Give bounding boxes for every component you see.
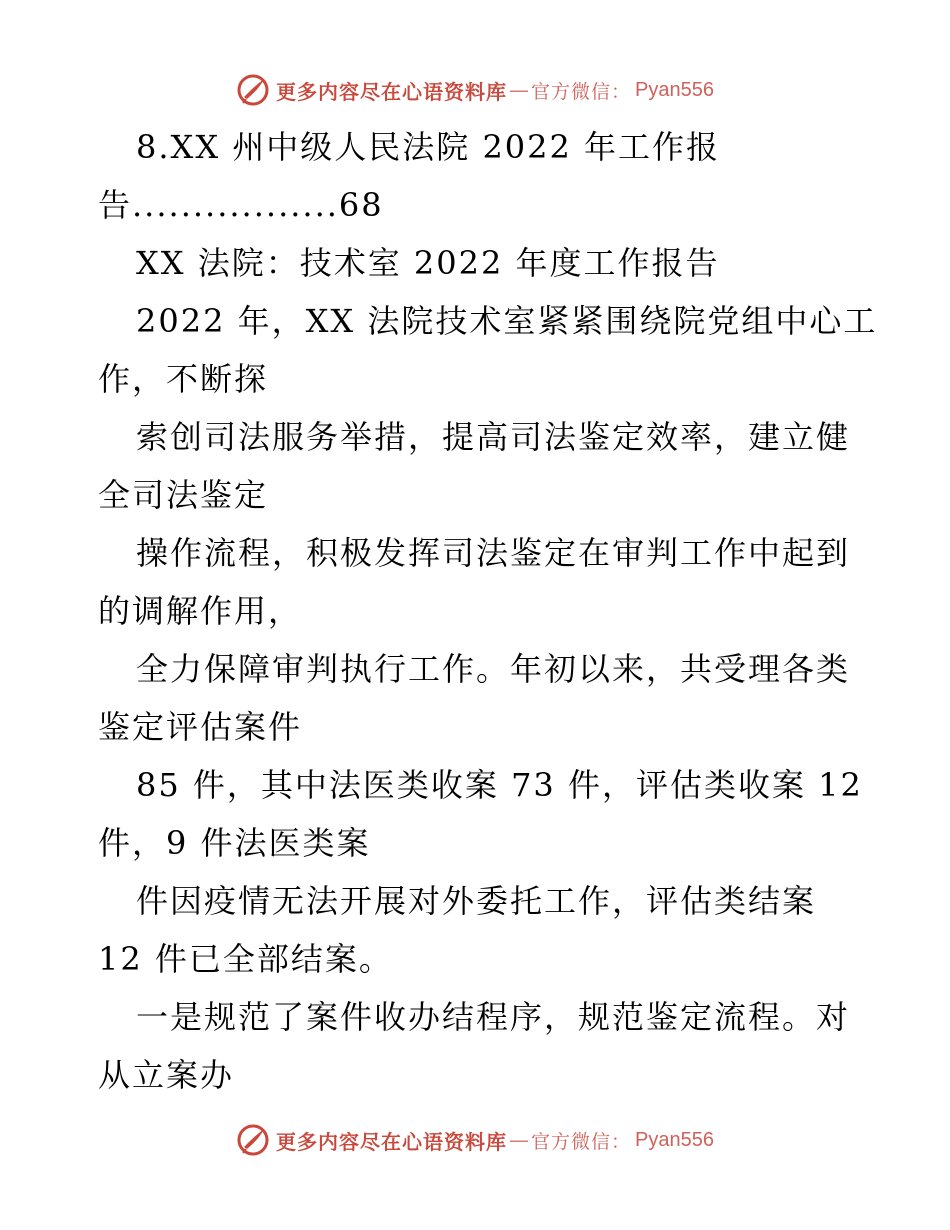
text-line: 鉴定评估案件 — [98, 708, 303, 746]
text-line: 作，不断探 — [98, 360, 269, 398]
text-line: 2022 年，XX 法院技术室紧紧围绕院党组中心工 — [136, 302, 878, 340]
quill-logo-icon — [236, 73, 270, 107]
text-line: 85 件，其中法医类收案 73 件，评估类收案 12 — [136, 766, 863, 804]
banner-wechat-id: Pyan556 — [635, 1128, 714, 1151]
text-line: 一是规范了案件收办结程序，规范鉴定流程。对 — [136, 998, 851, 1036]
text-line: 8.XX 州中级人民法院 2022 年工作报 — [136, 128, 721, 166]
text-line: XX 法院：技术室 2022 年度工作报告 — [136, 244, 720, 282]
text-line: 件，9 件法医类案 — [98, 824, 371, 862]
text-line: 全力保障审判执行工作。年初以来，共受理各类 — [136, 650, 851, 688]
banner-wechat-label: 官方微信： — [531, 80, 632, 103]
quill-logo-icon — [236, 1123, 270, 1157]
banner-separator: — — [509, 1128, 529, 1152]
text-line: 的调解作用， — [98, 592, 303, 630]
text-line: 告.................68 — [98, 186, 384, 224]
text-line: 件因疫情无法开展对外委托工作，评估类结案 — [136, 882, 817, 920]
banner-wechat-id: Pyan556 — [635, 78, 714, 101]
banner-separator: — — [509, 78, 529, 102]
banner-brand-text: 更多内容尽在心语资料库 — [276, 1129, 507, 1154]
document-body — [98, 118, 878, 1104]
footer-banner — [0, 1120, 950, 1160]
text-line: 全司法鉴定 — [98, 476, 269, 514]
banner-wechat-label: 官方微信： — [531, 1130, 632, 1153]
text-line: 操作流程，积极发挥司法鉴定在审判工作中起到 — [136, 534, 851, 572]
text-line: 从立案办 — [98, 1056, 235, 1094]
text-line: 12 件已全部结案。 — [98, 940, 393, 978]
text-line: 索创司法服务举措，提高司法鉴定效率，建立健 — [136, 418, 851, 456]
header-banner — [0, 70, 950, 110]
banner-brand-text: 更多内容尽在心语资料库 — [276, 79, 507, 104]
